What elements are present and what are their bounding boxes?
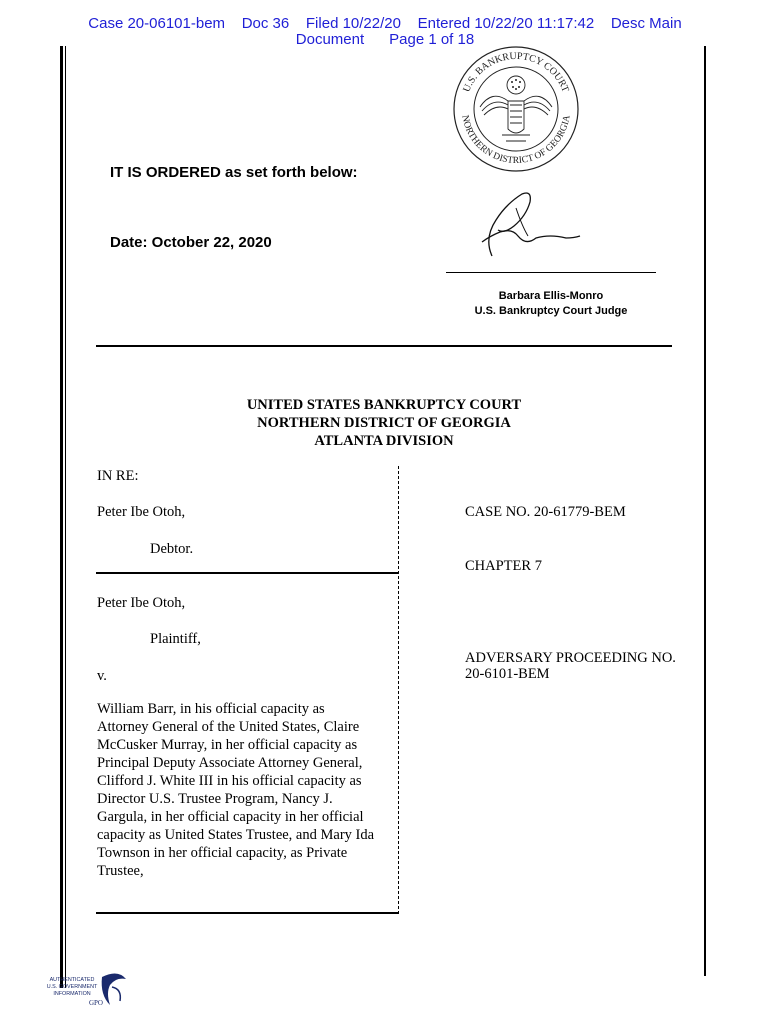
court-title-line2: NORTHERN DISTRICT OF GEORGIA xyxy=(257,415,511,431)
caption-column-divider xyxy=(398,466,399,914)
defendant-line: Director U.S. Trustee Program, Nancy J. xyxy=(97,791,333,807)
defendant-line: Principal Deputy Associate Attorney General, xyxy=(97,755,363,771)
right-margin-rule xyxy=(704,46,706,976)
left-margin-rule-inner xyxy=(65,46,66,988)
left-margin-rule-outer xyxy=(60,46,63,988)
seal-ring-bottom: NORTHERN DISTRICT OF GEORGIA xyxy=(459,114,573,167)
seal-ring-top: U.S. BANKRUPTCY COURT xyxy=(461,50,571,94)
defendants-block xyxy=(97,700,397,880)
plaintiff-label: Plaintiff, xyxy=(150,631,201,647)
defendant-line: William Barr, in his official capacity as xyxy=(97,701,325,717)
case-number: CASE NO. 20-61779-BEM xyxy=(465,504,626,520)
defendant-line: McCusker Murray, in her official capacity as xyxy=(97,737,358,753)
debtor-name: Peter Ibe Otoh, xyxy=(97,504,186,520)
adversary-proceeding-line1: ADVERSARY PROCEEDING NO. xyxy=(465,650,676,666)
defendant-line: Trustee, xyxy=(97,863,144,879)
judge-title: U.S. Bankruptcy Court Judge xyxy=(474,305,628,317)
debtor-label: Debtor. xyxy=(150,541,194,557)
ecf-header-line2: Document Page 1 of 18 xyxy=(295,31,475,48)
order-heading: IT IS ORDERED as set forth below: xyxy=(110,164,358,181)
in-re-label: IN RE: xyxy=(97,468,139,484)
section-divider xyxy=(96,345,672,347)
defendant-line: Gargula, in her official capacity in her official xyxy=(97,809,364,825)
defendant-line: Townson in her official capacity, as Private xyxy=(97,845,348,861)
gpo-line2: U.S. GOVERNMENT xyxy=(46,984,98,990)
defendant-line: capacity as United States Trustee, and Mary Ida xyxy=(97,827,375,843)
gpo-authenticated-logo-icon xyxy=(40,967,135,1017)
gpo-line3: INFORMATION xyxy=(53,991,91,997)
court-title-line1: UNITED STATES BANKRUPTCY COURT xyxy=(246,397,522,413)
chapter: CHAPTER 7 xyxy=(465,558,542,574)
gpo-mark: GPO xyxy=(88,999,104,1007)
defendants-rule xyxy=(96,912,399,914)
versus-label: v. xyxy=(97,668,107,684)
court-title-line3: ATLANTA DIVISION xyxy=(314,433,454,449)
debtor-rule xyxy=(96,572,399,574)
judge-signature-icon xyxy=(470,186,590,266)
plaintiff-name: Peter Ibe Otoh, xyxy=(97,595,186,611)
order-date: Date: October 22, 2020 xyxy=(110,234,272,251)
defendant-line: Attorney General of the United States, Claire xyxy=(97,719,360,735)
gpo-line1: AUTHENTICATED xyxy=(49,977,95,983)
judge-name: Barbara Ellis-Monro xyxy=(498,290,604,302)
ecf-header-line1: Case 20-06101-bem Doc 36 Filed 10/22/20 Entered 10/22/20 11:17:42 Desc Main xyxy=(88,15,682,32)
signature-rule xyxy=(446,272,656,273)
defendant-line: Clifford J. White III in his official capacity as xyxy=(97,773,362,789)
adversary-proceeding-line2: 20-6101-BEM xyxy=(465,666,550,682)
court-seal-icon xyxy=(452,45,580,173)
